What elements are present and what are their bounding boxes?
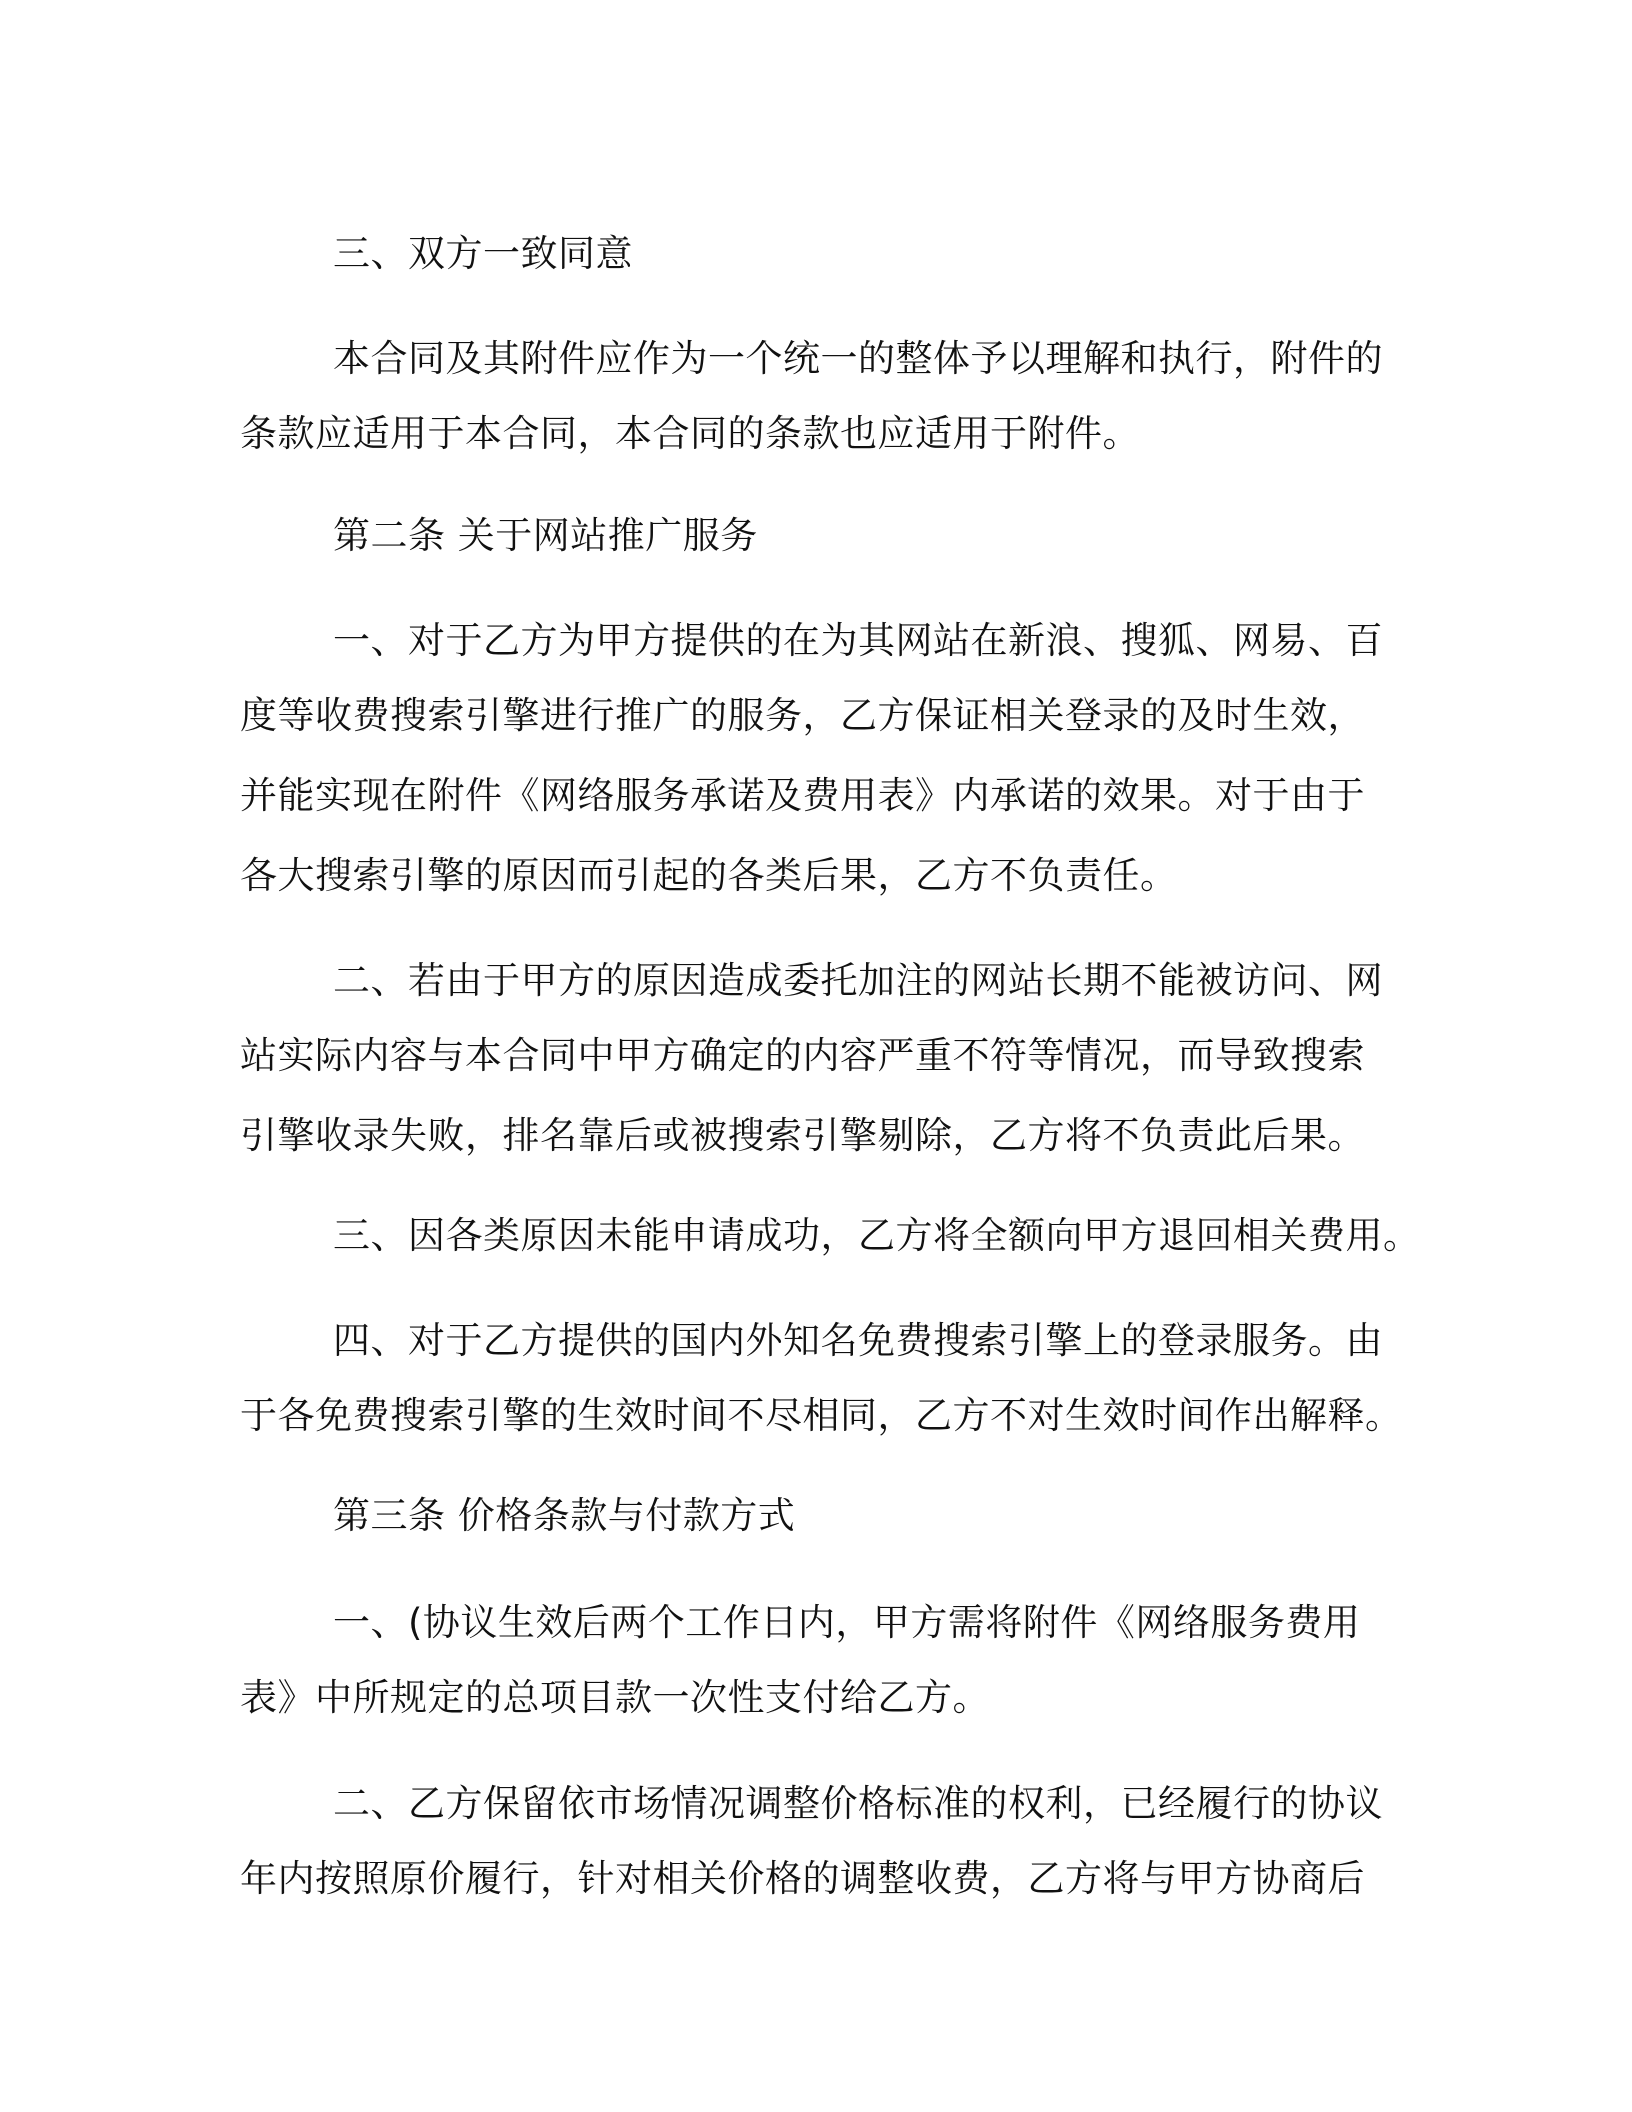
paragraph-line: 各大搜索引擎的原因而引起的各类后果，乙方不负责任。 [240, 854, 1178, 897]
paragraph-line: 引擎收录失败，排名靠后或被搜索引擎剔除，乙方将不负责此后果。 [240, 1114, 1365, 1157]
paragraph-line: 二、若由于甲方的原因造成委托加注的网站长期不能被访问、网 [333, 959, 1383, 1002]
paragraph-line: 年内按照原价履行，针对相关价格的调整收费，乙方将与甲方协商后 [240, 1857, 1365, 1900]
paragraph-line: 二、乙方保留依市场情况调整价格标准的权利，已经履行的协议 [333, 1782, 1383, 1825]
paragraph-line: 四、对于乙方提供的国内外知名免费搜索引擎上的登录服务。由 [333, 1319, 1383, 1362]
paragraph-line: 三、因各类原因未能申请成功，乙方将全额向甲方退回相关费用。 [333, 1214, 1421, 1257]
paragraph-line: 度等收费搜索引擎进行推广的服务，乙方保证相关登录的及时生效， [240, 694, 1365, 737]
paragraph-line: 并能实现在附件《网络服务承诺及费用表》内承诺的效果。对于由于 [240, 774, 1365, 817]
paragraph-line: 条款应适用于本合同，本合同的条款也应适用于附件。 [240, 412, 1140, 455]
paragraph-line: 表》中所规定的总项目款一次性支付给乙方。 [240, 1676, 990, 1719]
paragraph-line: 于各免费搜索引擎的生效时间不尽相同，乙方不对生效时间作出解释。 [240, 1394, 1403, 1437]
paragraph-line: 本合同及其附件应作为一个统一的整体予以理解和执行，附件的 [333, 337, 1383, 380]
paragraph-line: 一、(协议生效后两个工作日内，甲方需将附件《网络服务费用 [333, 1601, 1361, 1644]
paragraph-line: 站实际内容与本合同中甲方确定的内容严重不符等情况，而导致搜索 [240, 1034, 1365, 1077]
paragraph-line: 一、对于乙方为甲方提供的在为其网站在新浪、搜狐、网易、百 [333, 619, 1383, 662]
article-heading: 第三条 价格条款与付款方式 [333, 1494, 796, 1537]
article-heading: 第二条 关于网站推广服务 [333, 514, 758, 557]
section-heading: 三、双方一致同意 [333, 232, 633, 275]
